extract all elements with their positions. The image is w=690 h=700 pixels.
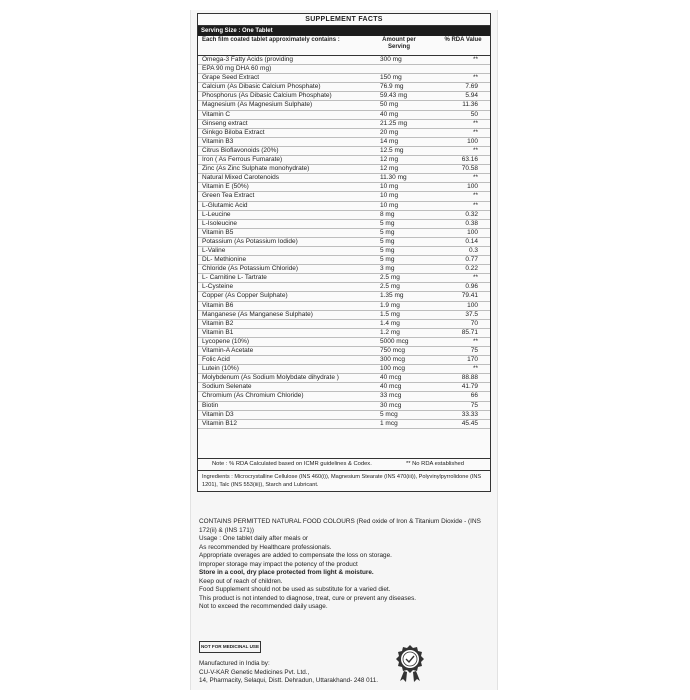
nutrient-amount: 11.30 mg: [380, 174, 407, 182]
nutrient-name: EPA 90 mg DHA 60 mg): [202, 65, 272, 73]
table-row: [198, 56, 490, 65]
nutrient-name: Folic Acid: [202, 356, 230, 364]
nutrient-name: Vitamin B1: [202, 328, 234, 336]
table-row: [198, 338, 490, 347]
nutrient-name: Copper (As Copper Sulphate): [202, 292, 288, 300]
table-row: [198, 365, 490, 374]
nutrient-name: Molybdenum (As Sodium Molybdate dihydrate ): [202, 374, 339, 382]
nutrient-rda: 11.36: [462, 101, 478, 109]
nutrient-amount: 5 mg: [380, 256, 395, 264]
table-row: [198, 83, 490, 92]
nutrient-amount: 59.43 mg: [380, 92, 408, 100]
nutrient-rda: 70: [470, 319, 478, 327]
nutrient-amount: 21.25 mg: [380, 119, 408, 127]
nutrient-name: Green Tea Extract: [202, 192, 255, 200]
table-row: [198, 183, 490, 192]
table-row: [198, 165, 490, 174]
nutrient-amount: 150 mg: [380, 74, 402, 82]
nutrient-amount: 40 mcg: [380, 374, 402, 382]
nutrient-rda: 0.96: [465, 283, 478, 291]
table-row: [198, 111, 490, 120]
rda-note: [198, 458, 490, 471]
table-row: [198, 92, 490, 101]
manufacturer-line-3: 14, Pharmacity, Selaqui, Distt. Dehradun, Uttarakhand- 248 011.: [199, 677, 378, 684]
nutrient-rda: 100: [467, 137, 478, 145]
children-warning: Keep out of reach of children.: [199, 577, 283, 585]
table-row: [198, 220, 490, 229]
header-amount: Amount per Serving: [382, 37, 416, 50]
nutrient-amount: 5 mg: [380, 228, 395, 236]
table-row: [198, 392, 490, 401]
ingredients-text: Ingredients : Microcrystalline Cellulose (INS 460(i)), Magnesium Stearate (INS 470(iii)), Polyvinylpyrrolidone (INS 1201), Talc (INS 553(iii)), Starch and Lubricant.: [202, 474, 482, 488]
nutrient-amount: 14 mg: [380, 137, 399, 145]
nutrient-name: Magnesium (As Magnesium Sulphate): [202, 101, 313, 109]
nutrient-rda: 85.71: [461, 328, 478, 336]
nutrient-name: L-Glutamic Acid: [202, 201, 248, 209]
table-row: [198, 283, 490, 292]
nutrient-name: Vitamin B12: [202, 419, 237, 427]
exceed-warning: Not to exceed the recommended daily usage.: [199, 603, 328, 610]
table-row: [198, 420, 490, 429]
overages-text: Appropriate overages are added to compensate the loss on storage.: [199, 552, 392, 559]
nutrient-name: Vitamin B3: [202, 137, 234, 145]
nutrient-rda: 170: [467, 356, 478, 364]
nutrient-rows: [198, 56, 490, 458]
table-row: [198, 120, 490, 129]
nutrient-rda: **: [472, 201, 478, 209]
nutrient-amount: 76.9 mg: [380, 83, 404, 91]
nutrient-amount: 20 mg: [380, 128, 399, 136]
nutrient-rda: **: [472, 119, 478, 127]
colours-text: CONTAINS PERMITTED NATURAL FOOD COLOURS (Red oxide of Iron & Titanium Dioxide - (INS 172(ii) & (INS 171)): [199, 518, 481, 534]
nutrient-name: Vitamin B6: [202, 301, 234, 309]
nutrient-amount: 12.5 mg: [380, 146, 404, 154]
nutrient-name: Citrus Bioflavonoids (20%): [202, 146, 279, 154]
nutrient-amount: 2.5 mg: [380, 283, 400, 291]
nutrient-rda: **: [472, 365, 478, 373]
nutrient-rda: 41.79: [461, 383, 478, 391]
nutrient-name: L-Leucine: [202, 210, 231, 218]
table-row: [198, 356, 490, 365]
nutrient-rda: 75: [470, 401, 478, 409]
not-for-medicinal-use-box: NOT FOR MEDICINAL USE: [199, 641, 261, 653]
nutrient-name: L- Carnitine L- Tartrate: [202, 274, 267, 282]
nutrient-rda: **: [472, 56, 478, 63]
product-label-panel: [190, 10, 498, 690]
nutrient-name: Vitamin E (50%): [202, 183, 249, 191]
nutrient-name: Vitamin B2: [202, 319, 234, 327]
nutrient-rda: 0.14: [465, 237, 478, 245]
nutrient-rda: 0.32: [465, 210, 478, 218]
nutrient-amount: 50 mg: [380, 101, 399, 109]
nutrient-amount: 100 mcg: [380, 365, 405, 373]
facts-title: SUPPLEMENT FACTS: [198, 14, 490, 26]
nutrient-rda: **: [472, 174, 478, 182]
intended-warning: This product is not intended to diagnose, treat, cure or prevent any diseases.: [199, 594, 417, 602]
nutrient-name: Lycopene (10%): [202, 337, 250, 345]
table-row: [198, 247, 490, 256]
nutrient-name: L-Cysteine: [202, 283, 234, 291]
nutrient-name: Omega-3 Fatty Acids (providing: [202, 56, 294, 63]
nutrient-rda: 0.77: [465, 256, 478, 264]
nutrient-amount: 1.2 mg: [380, 328, 400, 336]
table-row: [198, 311, 490, 320]
substitute-warning: Food Supplement should not be used as substitute for a varied diet.: [199, 586, 391, 593]
nutrient-name: Phosphorus (As Dibasic Calcium Phosphate): [202, 92, 332, 100]
nutrient-name: Iron ( As Ferrous Fumarate): [202, 156, 283, 164]
nutrient-name: Potassium (As Potassium Iodide): [202, 237, 298, 245]
table-row: [198, 274, 490, 283]
nutrient-amount: 750 mcg: [380, 347, 405, 354]
nutrient-rda: **: [472, 274, 478, 282]
nutrient-rda: **: [472, 74, 478, 82]
table-row: [198, 347, 490, 356]
nutrient-rda: 7.69: [465, 83, 478, 91]
nutrient-rda: 33.33: [461, 410, 478, 418]
nutrient-name: DL- Methionine: [202, 256, 247, 264]
nutrient-name: Biotin: [202, 401, 219, 409]
nutrient-name: Calcium (As Dibasic Calcium Phosphate): [202, 83, 321, 91]
nutrient-amount: 5 mg: [380, 246, 395, 254]
nutrient-rda: 50: [470, 110, 478, 118]
nutrient-amount: 33 mcg: [380, 392, 402, 400]
nutrient-amount: 40 mg: [380, 110, 399, 118]
nutrient-rda: 100: [467, 183, 478, 191]
info-section: [199, 518, 489, 612]
table-row: [198, 147, 490, 156]
nutrient-amount: 12 mg: [380, 156, 399, 164]
nutrient-rda: 66: [470, 392, 478, 400]
table-row: [198, 156, 490, 165]
nutrient-rda: 88.88: [461, 374, 478, 382]
usage-text: Usage : One tablet daily after meals or: [199, 535, 309, 542]
table-row: [198, 202, 490, 211]
nutrient-amount: 1 mcg: [380, 419, 398, 427]
nutrient-name: Chloride (As Potassium Chloride): [202, 265, 299, 273]
nutrient-amount: 1.4 mg: [380, 319, 400, 327]
improper-storage-text: Improper storage may impact the potency of the product: [199, 560, 358, 568]
nutrient-rda: 37.5: [465, 310, 478, 318]
nutrient-amount: 8 mg: [380, 210, 395, 218]
rda-note-left: Note : % RDA Calculated based on ICMR guidelines & Codex.: [212, 461, 372, 467]
table-row: [198, 329, 490, 338]
nutrient-rda: 0.38: [465, 219, 478, 227]
nutrient-amount: 5 mg: [380, 219, 395, 227]
nutrient-amount: 10 mg: [380, 192, 399, 200]
table-row: [198, 65, 490, 74]
header-rda: % RDA Value: [444, 37, 482, 43]
header-ingredient: Each film coated tablet approximately contains :: [202, 37, 340, 43]
nutrient-name: L-Isoleucine: [202, 219, 238, 227]
table-row: [198, 101, 490, 110]
nutrient-name: Vitamin D3: [202, 410, 234, 418]
nutrient-name: Vitamin-A Acetate: [202, 347, 254, 354]
nutrient-amount: 5 mg: [380, 237, 395, 245]
nutrient-name: Vitamin C: [202, 110, 231, 118]
nutrient-rda: 5.94: [465, 92, 478, 100]
nutrient-amount: 10 mg: [380, 201, 399, 209]
supplement-facts-table: [197, 13, 491, 492]
table-row: [198, 129, 490, 138]
table-row: [198, 320, 490, 329]
nutrient-amount: 3 mg: [380, 265, 395, 273]
nutrient-name: L-Valine: [202, 246, 226, 254]
nutrient-amount: 1.9 mg: [380, 301, 400, 309]
nutrient-amount: 2.5 mg: [380, 274, 400, 282]
serving-size: Serving Size : One Tablet: [198, 26, 490, 36]
nutrient-name: Grape Seed Extract: [202, 74, 260, 82]
table-row: [198, 256, 490, 265]
nutrient-amount: 1.5 mg: [380, 310, 400, 318]
nutrient-amount: 30 mcg: [380, 401, 402, 409]
nutrient-rda: 100: [467, 228, 478, 236]
nutrient-amount: 1.35 mg: [380, 292, 404, 300]
table-row: [198, 402, 490, 411]
table-row: [198, 374, 490, 383]
table-row: [198, 74, 490, 83]
nutrient-name: Manganese (As Manganese Sulphate): [202, 310, 313, 318]
table-row: [198, 292, 490, 301]
table-row: [198, 383, 490, 392]
nutrient-amount: 40 mcg: [380, 383, 402, 391]
storage-text: Store in a cool, dry place protected from light & moisture.: [199, 569, 374, 576]
nutrient-name: Lutein (10%): [202, 365, 239, 373]
table-row: [198, 192, 490, 201]
recommended-text: As recommended by Healthcare professionals.: [199, 543, 332, 551]
table-row: [198, 238, 490, 247]
table-row: [198, 211, 490, 220]
nutrient-name: Natural Mixed Carotenoids: [202, 174, 279, 182]
nutrient-amount: 300 mcg: [380, 356, 405, 364]
nutrient-rda: 70.58: [461, 165, 478, 173]
table-row: [198, 174, 490, 183]
nutrient-name: Sodium Selenate: [202, 383, 252, 391]
table-header: [198, 36, 490, 56]
table-row: [198, 229, 490, 238]
nutrient-amount: 300 mg: [380, 56, 402, 63]
nutrient-amount: 10 mg: [380, 183, 399, 191]
nutrient-rda: **: [472, 128, 478, 136]
nutrient-rda: 100: [467, 301, 478, 309]
nutrient-name: Vitamin B5: [202, 228, 234, 236]
nutrient-rda: **: [472, 192, 478, 200]
nutrient-name: Ginkgo Biloba Extract: [202, 128, 265, 136]
nutrient-rda: 0.3: [468, 246, 478, 254]
nutrient-rda: 63.16: [461, 156, 478, 164]
rda-note-right: ** No RDA established: [406, 461, 464, 467]
nutrient-amount: 5000 mcg: [380, 337, 409, 345]
nutrient-rda: 79.41: [461, 292, 478, 300]
nutrient-amount: 5 mcg: [380, 410, 398, 418]
nutrient-amount: 12 mg: [380, 165, 399, 173]
nutrient-rda: **: [472, 146, 478, 154]
nutrient-rda: 45.45: [461, 419, 478, 427]
nutrient-name: Chromium (As Chromium Chloride): [202, 392, 304, 400]
nutrient-rda: 0.22: [465, 265, 478, 273]
nutrient-name: Zinc (As Zinc Sulphate monohydrate): [202, 165, 310, 173]
manufacturer-line-1: Manufactured in India by:: [199, 660, 270, 667]
nutrient-name: Ginseng extract: [202, 119, 248, 127]
table-row: [198, 265, 490, 274]
table-row: [198, 411, 490, 420]
certification-seal-icon: [394, 644, 426, 684]
nutrient-rda: **: [472, 337, 478, 345]
manufacturer-line-2: CU-V-KAR Genetic Medicines Pvt. Ltd.,: [199, 668, 310, 676]
table-row: [198, 302, 490, 311]
nutrient-rda: 75: [470, 347, 478, 354]
table-row: [198, 138, 490, 147]
